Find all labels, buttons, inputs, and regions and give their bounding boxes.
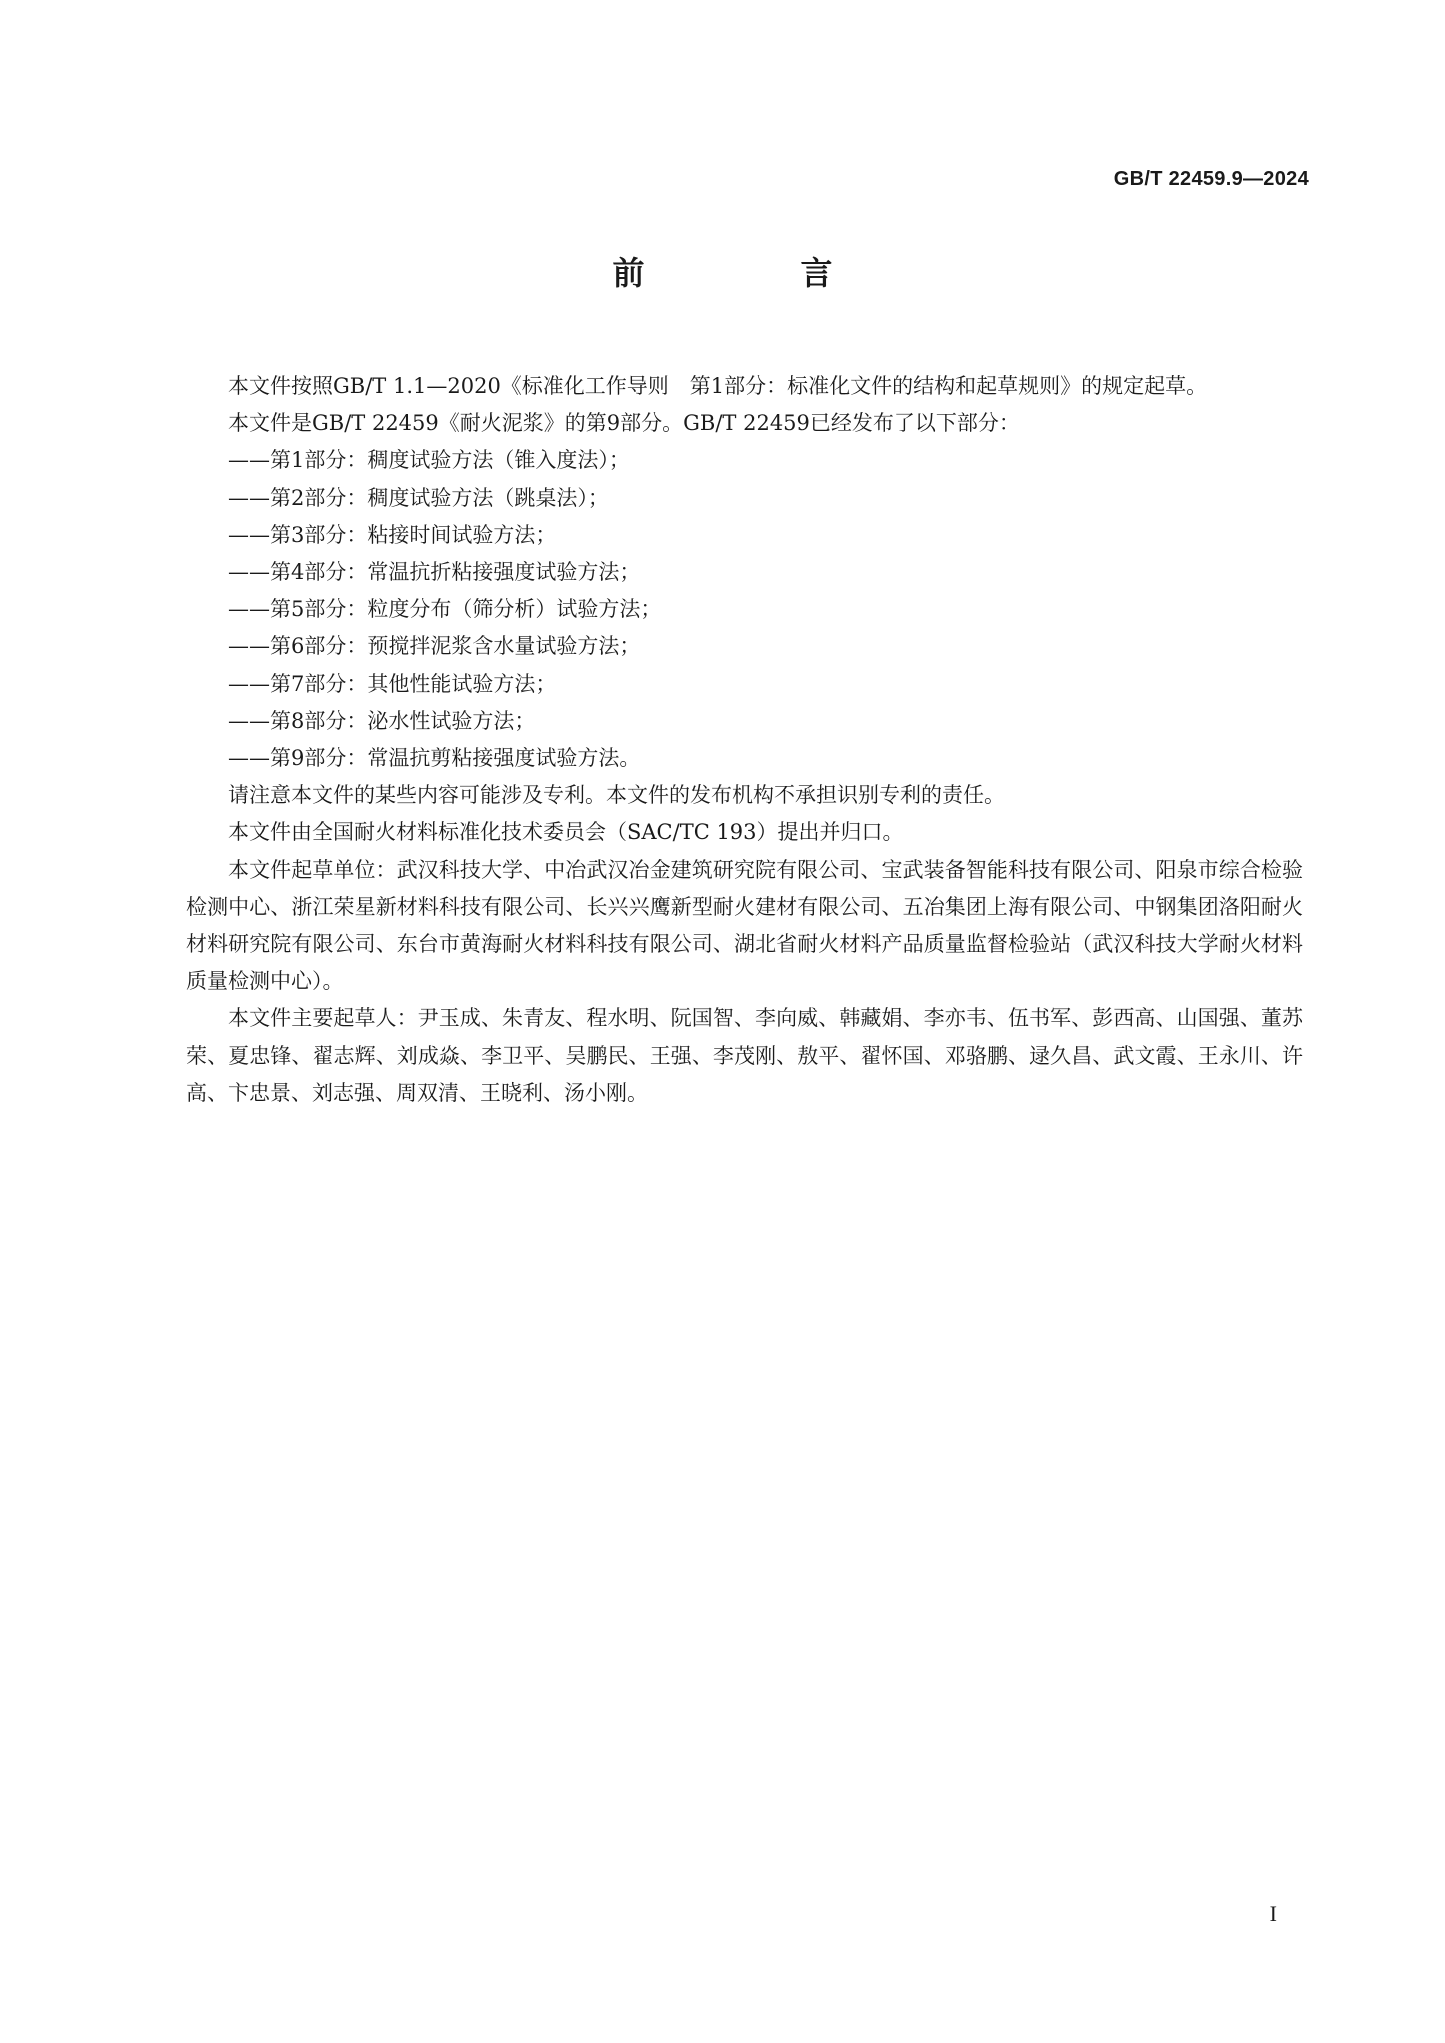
proposer-statement: 本文件由全国耐火材料标准化技术委员会（SAC/TC 193）提出并归口。 xyxy=(228,820,904,845)
list-item: ——第6部分：预搅拌泥浆含水量试验方法； xyxy=(228,634,641,659)
list-item: ——第2部分：稠度试验方法（跳桌法）； xyxy=(228,485,609,510)
foreword-body xyxy=(186,368,1303,1112)
drafting-units: 本文件起草单位：武汉科技大学、中冶武汉冶金建筑研究院有限公司、宝武装备智能科技有限公司、阳泉市综合检验检测中心、浙江荣星新材料科技有限公司、长兴兴鹰新型耐火建材有限公司、五冶集团上海有限公司、中钢集团洛阳耐火材料研究院有限公司、东台市黄海耐火材料科技有限公司、湖北省耐火材料产品质量监督检验站（武汉科技大学耐火材料质量检测中心）。 xyxy=(186,857,1303,994)
parts-list xyxy=(186,442,1303,777)
list-item: ——第8部分：泌水性试验方法； xyxy=(228,708,536,733)
list-item: ——第9部分：常温抗剪粘接强度试验方法。 xyxy=(228,746,641,771)
page-title: 前 言 xyxy=(612,254,895,292)
page-number: I xyxy=(1269,1901,1277,1926)
list-item: ——第7部分：其他性能试验方法； xyxy=(228,671,557,696)
list-item: ——第3部分：粘接时间试验方法； xyxy=(228,522,557,547)
standard-number: GB/T 22459.9—2024 xyxy=(1113,168,1309,190)
list-item: ——第4部分：常温抗折粘接强度试验方法； xyxy=(228,560,641,585)
list-item: ——第1部分：稠度试验方法（锥入度法）； xyxy=(228,448,630,473)
series-paragraph: 本文件是GB/T 22459《耐火泥浆》的第9部分。GB/T 22459已经发布了以下部分： xyxy=(228,411,1020,436)
patent-notice: 请注意本文件的某些内容可能涉及专利。本文件的发布机构不承担识别专利的责任。 xyxy=(228,783,1005,808)
drafting-rules-paragraph: 本文件按照GB/T 1.1—2020《标准化工作导则 第1部分：标准化文件的结构和起草规则》的规定起草。 xyxy=(228,374,1208,398)
list-item: ——第5部分：粒度分布（筛分析）试验方法； xyxy=(228,597,662,622)
drafters-list: 本文件主要起草人：尹玉成、朱青友、程水明、阮国智、李向威、韩藏娟、李亦韦、伍书军、彭西高、山国强、董苏荣、夏忠锋、翟志辉、刘成焱、李卫平、吴鹏民、王强、李茂刚、敖平、翟怀国、邓骆鹏、逯久昌、武文霞、王永川、许高、卞忠景、刘志强、周双清、王晓利、汤小刚。 xyxy=(186,1006,1303,1105)
